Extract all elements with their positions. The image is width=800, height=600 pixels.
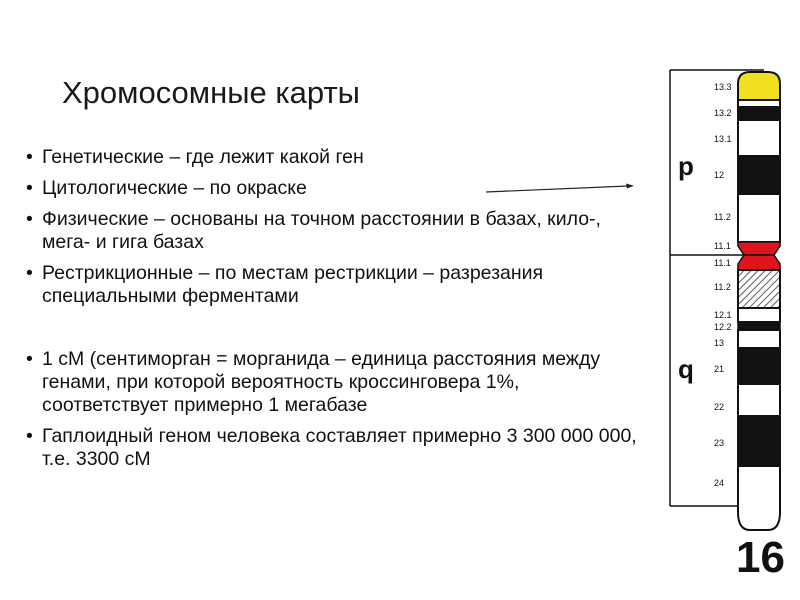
bullet-text: Генетические – где лежит какой ген <box>42 146 364 168</box>
band-p13-3 <box>738 72 780 100</box>
band-q12-2 <box>738 322 780 330</box>
arm-label-p: p <box>678 151 694 181</box>
band-label: 12.2 <box>714 322 732 332</box>
bullet-text: Цитологические – по окраске <box>42 177 307 199</box>
band-q13 <box>738 330 780 348</box>
bullet-marker: • <box>26 208 33 230</box>
band-label: 12.1 <box>714 310 732 320</box>
band-label: 24 <box>714 478 725 488</box>
band-label: 13.2 <box>714 108 732 118</box>
bullet-marker: • <box>26 146 33 168</box>
bullet-physical-maps <box>26 208 646 254</box>
band-label: 11.2 <box>714 212 731 222</box>
band-q24 <box>738 466 780 530</box>
band-p13-1 <box>738 120 780 156</box>
band-q22 <box>738 384 780 416</box>
bullet-text: Гаплоидный геном человека составляет примерно 3 300 000 000, т.е. 3300 сМ <box>42 425 637 470</box>
band-p11-1-centromere <box>738 242 780 255</box>
bullet-marker: • <box>26 177 33 199</box>
pointer-arrow <box>486 183 634 195</box>
band-p12 <box>738 156 780 194</box>
band-label: 11.1 <box>714 241 731 251</box>
bullet-centimorgan <box>26 348 646 417</box>
bullet-text: 1 сМ (сентиморган = морганида – единица расстояния между генами, при которой вероятность кроссинговера 1%, соответствует примерно 1 мегабазе <box>42 348 601 416</box>
band-label: 13 <box>714 338 725 348</box>
band-q11-2-heterochromatin <box>738 270 780 308</box>
band-q23 <box>738 416 780 466</box>
band-p11-2 <box>738 194 780 242</box>
band-q11-1-centromere <box>738 255 780 270</box>
band-p13-2-dark <box>738 106 780 120</box>
bullet-marker: • <box>26 262 33 284</box>
band-label: 12 <box>714 170 725 180</box>
chromosome-number: 16 <box>736 533 785 582</box>
band-q12-1 <box>738 308 780 322</box>
slide-title: Хромосомные карты <box>62 75 360 110</box>
bullet-restriction-maps <box>26 262 646 308</box>
bullet-text: Физические – основаны на точном расстоянии в базах, кило-, мега- и гига базах <box>42 208 601 253</box>
bullet-genetic-maps <box>26 146 646 169</box>
bullet-marker: • <box>26 425 33 447</box>
q-arm <box>738 255 780 530</box>
bullet-text: Рестрикционные – по местам рестрикции – разрезания специальными ферментами <box>42 262 544 307</box>
band-label: 11.1 <box>714 258 731 268</box>
bullet-list <box>26 146 646 479</box>
bullet-marker: • <box>26 348 33 370</box>
band-label: 23 <box>714 438 725 448</box>
chromosome-16-ideogram <box>664 60 800 600</box>
band-label: 22 <box>714 402 725 412</box>
band-labels <box>714 82 732 488</box>
band-label: 13.3 <box>714 82 732 92</box>
band-q21 <box>738 348 780 384</box>
band-label: 21 <box>714 364 725 374</box>
band-label: 13.1 <box>714 134 732 144</box>
band-label: 11.2 <box>714 282 731 292</box>
bullet-haploid-genome <box>26 425 646 471</box>
arm-label-q: q <box>678 354 694 384</box>
p-arm <box>738 72 780 255</box>
